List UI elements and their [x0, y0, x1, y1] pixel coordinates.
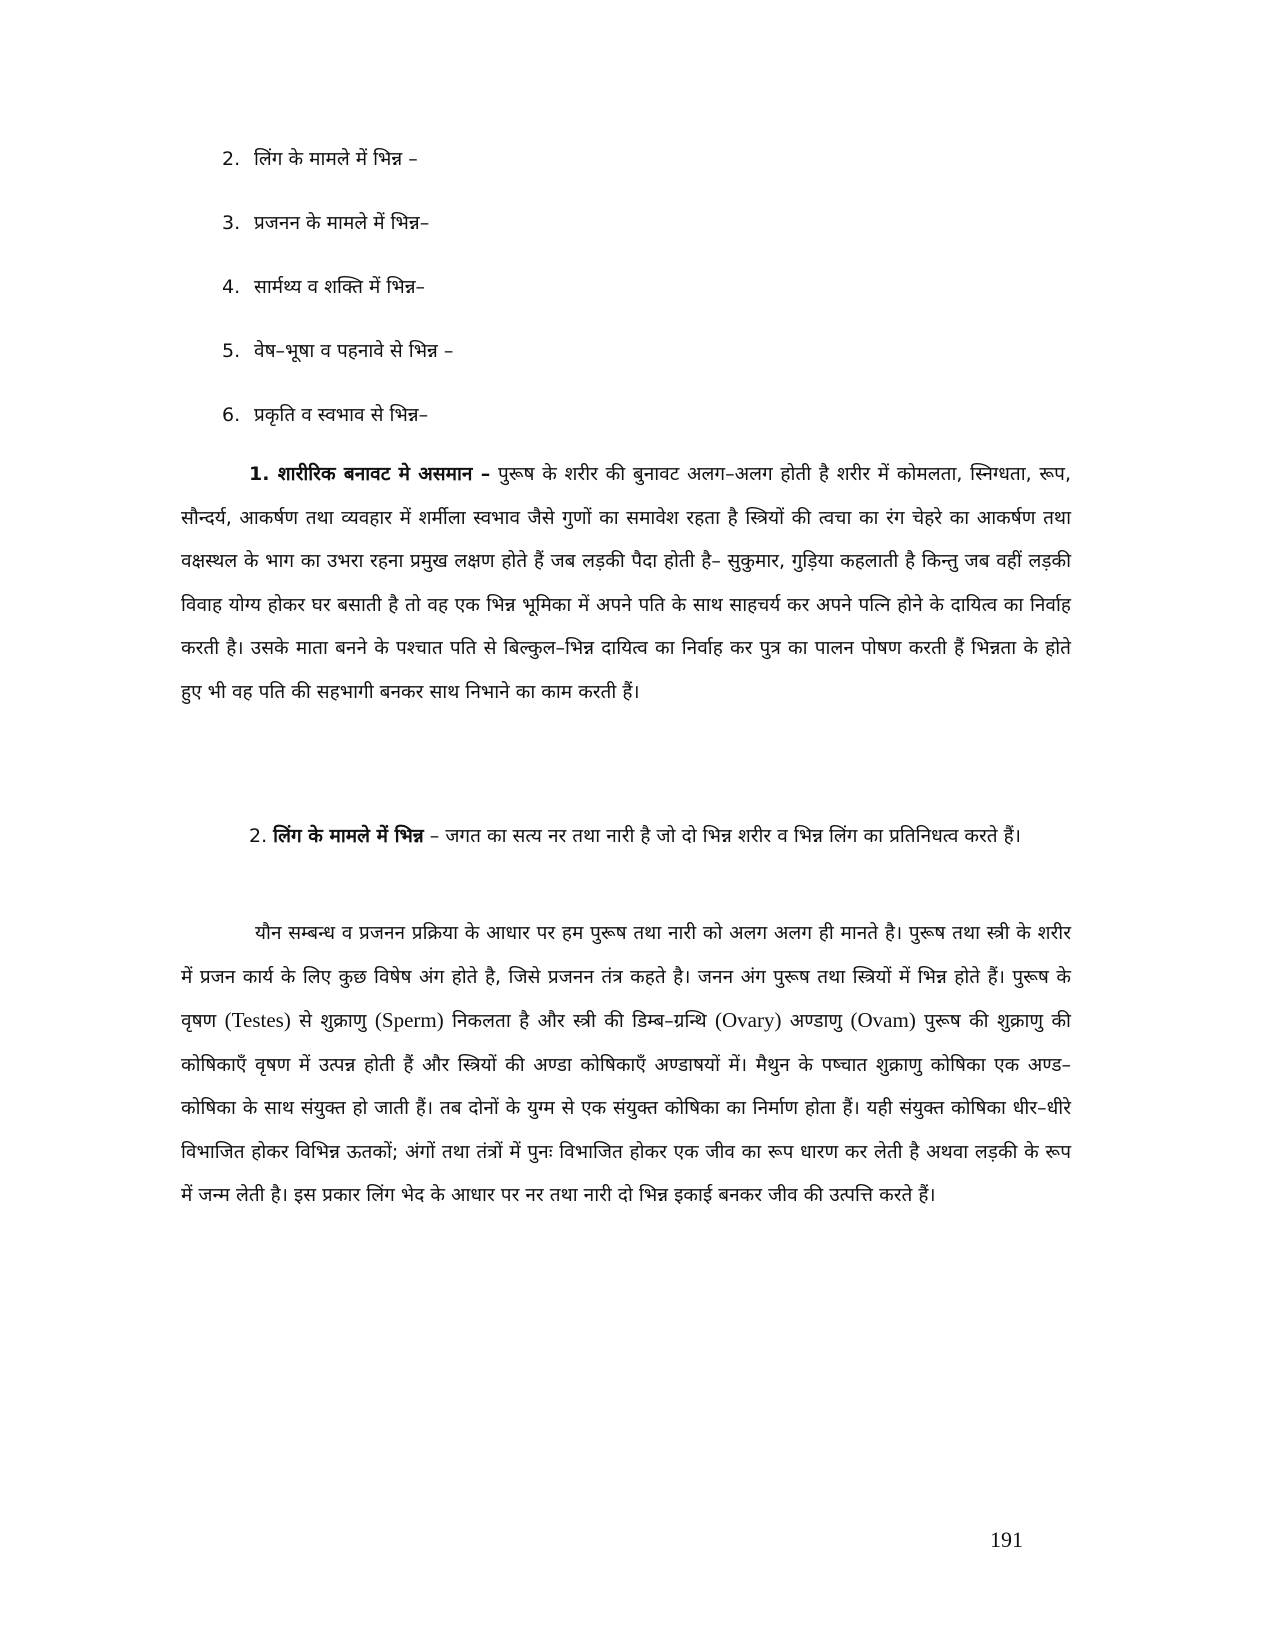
- list-text: प्रकृति व स्वभाव से भिन्न–: [254, 404, 429, 426]
- paragraph-text: निकलता है और स्त्री की डिम्ब–ग्रन्थि: [443, 1010, 715, 1032]
- page-number: 191: [990, 1527, 1023, 1552]
- paragraph-text: – जगत का सत्य नर तथा नारी है जो दो भिन्न शरीर व भिन्न लिंग का प्रतिनिधत्व करते हैं।: [423, 825, 1021, 847]
- paragraph: [181, 815, 1071, 859]
- paragraph-text: पुरूष के शरीर की बुनावट अलग–अलग होती है शरीर में कोमलता, स्निग्धता, रूप, सौन्दर्य, आकर्षण तथा व्यवहार में शर्मीला स्वभाव जैसे गुणों का समावेश रहता है स्त्रियों की त्वचा का रंग चेहरे का आकर्षण तथा वक्षस्थल के भाग का उभरा रहना प्रमुख लक्षण होते हैं जब लड़की पैदा होती है– सुकुमार, गुड़िया कहलाती है किन्तु जब वहीं लड़की विवाह योग्य होकर घर बसाती है तो वह एक भिन्न भूमिका में अपने पति के साथ साहचर्य कर अपने पत्नि होने के दायित्व का निर्वाह करती है। उसके माता बनने के पश्चात पति से बिल्कुल–भिन्न दायित्व का निर्वाह कर पुत्र का पालन पोषण करती हैं भिन्नता के होते हुए भी वह पति की सहभागी बनकर साथ निभाने का काम करती हैं।: [181, 463, 1071, 703]
- list-item: [222, 270, 922, 334]
- section-heading: लिंग के मामले में भिन्न: [273, 825, 424, 847]
- english-term: (Sperm): [374, 1008, 444, 1032]
- list-number: 3.: [222, 212, 241, 234]
- list-item: [222, 206, 922, 270]
- section-number: 2.: [249, 825, 274, 847]
- paragraph-text: पुरूष की शुक्राणु की कोषिकाएँ वृषण में उत्पन्न होती हैं और स्त्रियों की अण्डा कोषिकाएँ अण्डाषयों में। मैथुन के पष्चात शुक्राणु कोषिका एक अण्ड–कोषिका के साथ संयुक्त हो जाती हैं। तब दोनों के युग्म से एक संयुक्त कोषिका का निर्माण होता हैं। यही संयुक्त कोषिका धीर–धीरे विभाजित होकर विभिन्न ऊतकों; अंगों तथा तंत्रों में पुनः विभाजित होकर एक जीव का रूप धारण कर लेती है अथवा लड़की के रूप में जन्म लेती है। इस प्रकार लिंग भेद के आधार पर नर तथा नारी दो भिन्न इकाई बनकर जीव की उत्पत्ति करते हैं।: [181, 1010, 1071, 1206]
- english-term: (Ovary): [714, 1008, 782, 1032]
- list-text: लिंग के मामले में भिन्न –: [254, 148, 418, 170]
- section-gender-difference: [181, 815, 1071, 859]
- list-item: [222, 142, 922, 206]
- english-term: (Testes): [224, 1008, 291, 1032]
- list-text: प्रजनन के मामले में भिन्न–: [254, 212, 430, 234]
- list-text: सार्मथ्य व शक्ति में भिन्न–: [254, 276, 426, 298]
- list-item: [222, 334, 922, 398]
- section-heading: 1. शारीरिक बनावट मे असमान –: [249, 463, 491, 485]
- list-text: वेष–भूषा व पहनावे से भिन्न –: [254, 340, 454, 362]
- list-number: 2.: [222, 148, 241, 170]
- section-reproduction: [181, 912, 1071, 1218]
- english-term: (Ovam): [850, 1008, 916, 1032]
- list-number: 6.: [222, 404, 241, 426]
- paragraph: [181, 912, 1071, 1218]
- paragraph: [181, 453, 1071, 714]
- list-number: 4.: [222, 276, 241, 298]
- paragraph-text: अण्डाणु: [781, 1010, 851, 1032]
- difference-list: [222, 142, 922, 462]
- list-number: 5.: [222, 340, 241, 362]
- paragraph-text: यौन सम्बन्ध व प्रजनन प्रक्रिया के आधार पर हम पुरूष तथा नारी को अलग अलग ही मानते है। पुरूष तथा स्त्री के शरीर में प्रजन कार्य के लिए कुछ विषेष अंग होते है, जिसे प्रजनन तंत्र कहते है। जनन अंग पुरूष तथा स्त्रियों में भिन्न होते हैं। पुरूष के वृषण: [181, 922, 1071, 1032]
- paragraph-text: से शुक्राणु: [290, 1010, 375, 1032]
- section-physical-structure: [181, 453, 1071, 714]
